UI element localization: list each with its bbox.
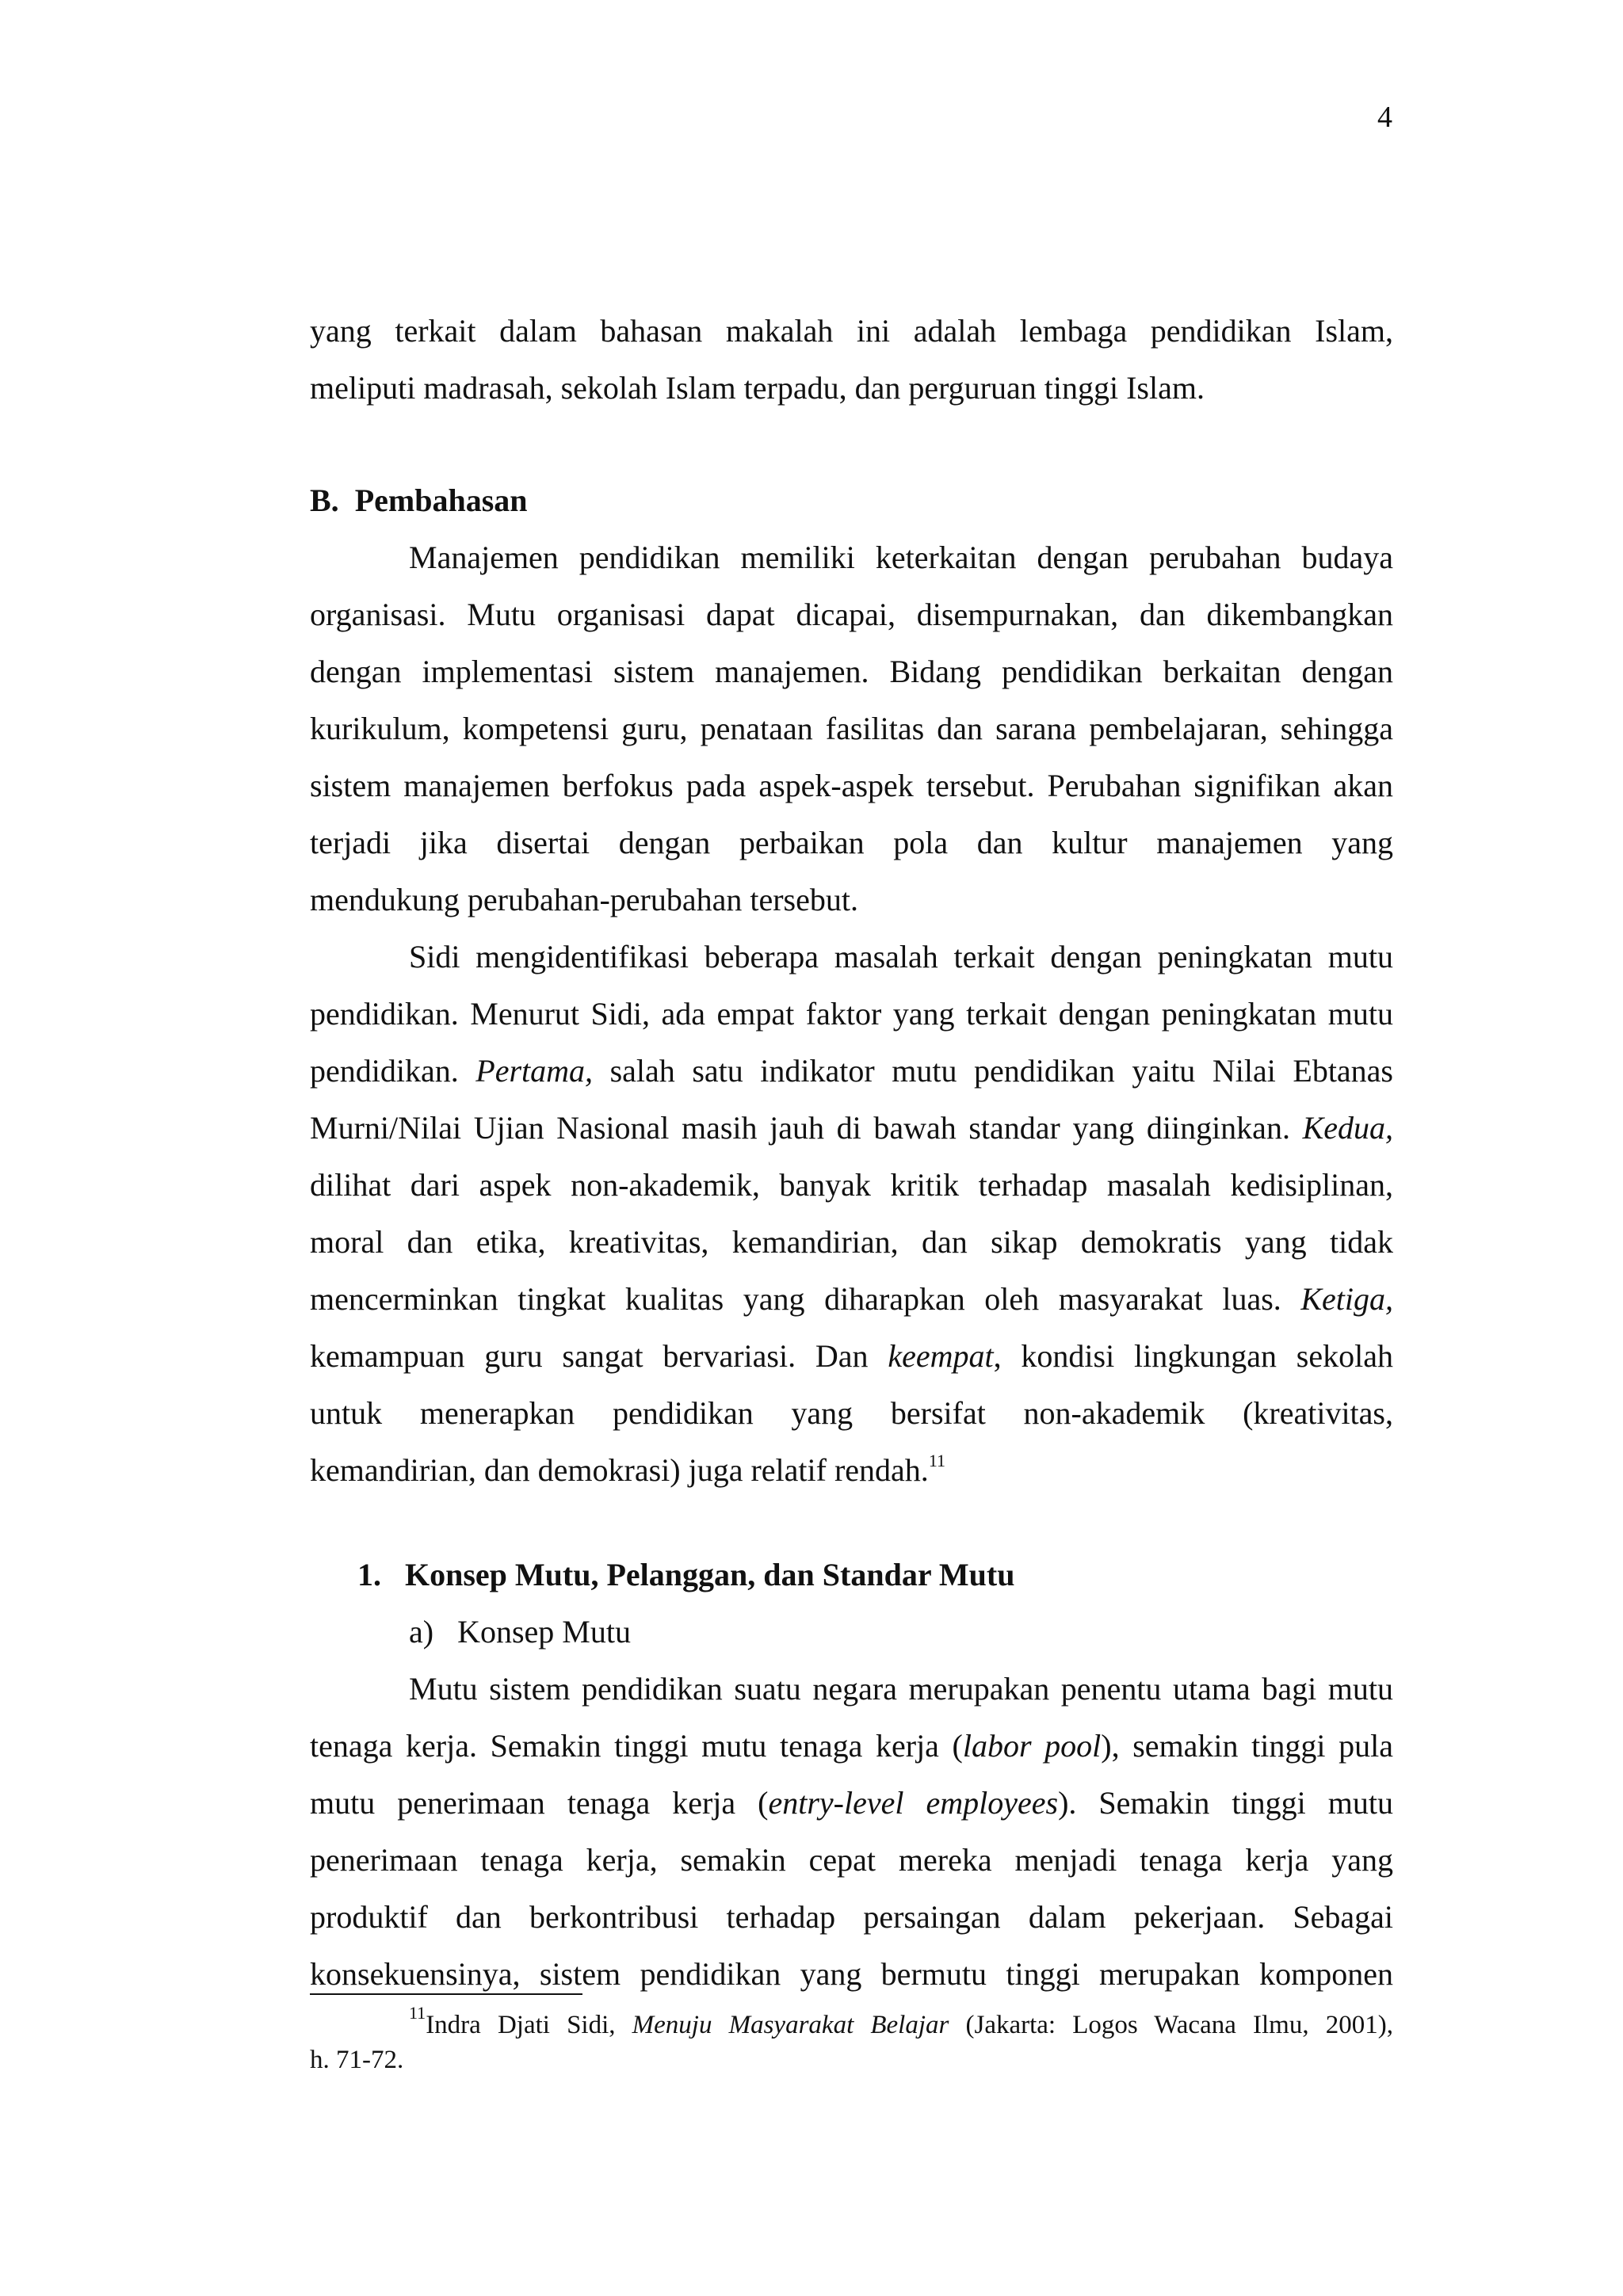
paragraph-2-line-4: [310, 1109, 1393, 1147]
emphasis-pertama: Pertama,: [475, 1053, 594, 1089]
subsection-title: Konsep Mutu, Pelanggan, dan Standar Mutu: [405, 1557, 1015, 1592]
emphasis-kedua: Kedua,: [1302, 1110, 1394, 1146]
text-run: ), semakin tinggi pula: [1101, 1728, 1393, 1764]
emphasis-ketiga: Ketiga,: [1300, 1281, 1394, 1317]
paragraph-3-line-3: [310, 1784, 1393, 1822]
paragraph-3-line-1: Mutu sistem pendidikan suatu negara merupakan penentu utama bagi mutu: [409, 1671, 1393, 1707]
text-run: ). Semakin tinggi mutu: [1058, 1785, 1393, 1821]
emphasis-labor-pool: labor pool: [962, 1728, 1102, 1764]
paragraph-2-line-8: [310, 1337, 1393, 1375]
subsection-heading: [357, 1556, 1441, 1594]
text-run: mutu penerimaan tenaga kerja (: [310, 1785, 769, 1821]
text-run: kemandirian, dan demokrasi) juga relatif rendah.: [310, 1452, 929, 1488]
paragraph-3-line-6: konsekuensinya, sistem pendidikan yang bermutu tinggi merupakan komponen: [310, 1956, 1393, 1992]
paragraph-2-line-1: Sidi mengidentifikasi beberapa masalah terkait dengan peningkatan mutu: [409, 939, 1393, 974]
paragraph-1-line-3: dengan implementasi sistem manajemen. Bidang pendidikan berkaitan dengan: [310, 654, 1393, 689]
paragraph-3-line-5: produktif dan berkontribusi terhadap persaingan dalam pekerjaan. Sebagai: [310, 1899, 1393, 1935]
paragraph-1-line-5: sistem manajemen berfokus pada aspek-aspek tersebut. Perubahan signifikan akan: [310, 768, 1393, 803]
paragraph-2-line-7: [310, 1280, 1393, 1318]
section-title: Pembahasan: [354, 482, 528, 518]
paragraph-1-line-4: kurikulum, kompetensi guru, penataan fasilitas dan sarana pembelajaran, sehingga: [310, 711, 1393, 746]
text-run: pendidikan.: [310, 1053, 459, 1089]
text-run: , kondisi lingkungan sekolah: [993, 1338, 1393, 1374]
item-a-heading: [409, 1613, 1492, 1651]
paragraph-2-line-2: pendidikan. Menurut Sidi, ada empat faktor yang terkait dengan peningkatan mutu: [310, 996, 1393, 1032]
paragraph-2-line-3: [310, 1052, 1393, 1090]
emphasis-keempat: keempat: [888, 1338, 994, 1374]
footnote-line-1: [409, 2003, 1393, 2041]
text-run: Murni/Nilai Ujian Nasional masih jauh di bawah standar yang diinginkan.: [310, 1110, 1290, 1146]
footnote-separator: [310, 1993, 582, 1995]
text-run: mencerminkan tingkat kualitas yang diharapkan oleh masyarakat luas.: [310, 1281, 1281, 1317]
footnote-book-title: Menuju Masyarakat Belajar: [632, 2011, 949, 2039]
item-a-title: Konsep Mutu: [457, 1614, 631, 1650]
paragraph-2-line-9: untuk menerapkan pendidikan yang bersifat non-akademik (kreativitas,: [310, 1395, 1393, 1431]
paragraph-2-line-6: moral dan etika, kreativitas, kemandirian, dan sikap demokratis yang tidak: [310, 1224, 1393, 1260]
page-number: 4: [1377, 101, 1392, 134]
paragraph-1-line-2: organisasi. Mutu organisasi dapat dicapai, disempurnakan, dan dikembangkan: [310, 597, 1393, 632]
paragraph-2-line-5: dilihat dari aspek non-akademik, banyak kritik terhadap masalah kedisiplinan,: [310, 1167, 1393, 1203]
paragraph-2-line-10: [310, 1451, 1393, 1489]
paragraph-1-line-7: mendukung perubahan-perubahan tersebut.: [310, 882, 858, 917]
footnote-reference[interactable]: 11: [928, 1451, 945, 1470]
footnote-author: Indra Djati Sidi,: [426, 2011, 616, 2039]
footnote-line-2: h. 71-72.: [310, 2046, 404, 2074]
text-run: tenaga kerja. Semakin tinggi mutu tenaga kerja (: [310, 1728, 963, 1764]
intro-line-2: meliputi madrasah, sekolah Islam terpadu, dan perguruan tinggi Islam.: [310, 370, 1205, 406]
emphasis-entry-level: entry-level employees: [768, 1785, 1059, 1821]
text-run: kemampuan guru sangat bervariasi. Dan: [310, 1338, 869, 1374]
paragraph-3-line-4: penerimaan tenaga kerja, semakin cepat mereka menjadi tenaga kerja yang: [310, 1842, 1393, 1878]
section-heading: [310, 482, 1393, 520]
section-letter: B.: [310, 482, 339, 518]
paragraph-3-line-2: [310, 1727, 1393, 1765]
subsection-number: 1.: [357, 1557, 381, 1592]
intro-line-1: yang terkait dalam bahasan makalah ini adalah lembaga pendidikan Islam,: [310, 313, 1393, 349]
paragraph-1-line-6: terjadi jika disertai dengan perbaikan pola dan kultur manajemen yang: [310, 825, 1393, 860]
item-a-label: a): [409, 1614, 434, 1650]
paragraph-1-line-1: Manajemen pendidikan memiliki keterkaitan dengan perubahan budaya: [409, 540, 1393, 575]
footnote-number: 11: [409, 2003, 426, 2023]
text-run: salah satu indikator mutu pendidikan yaitu Nilai Ebtanas: [609, 1053, 1393, 1089]
footnote-publisher: (Jakarta: Logos Wacana Ilmu, 2001),: [965, 2011, 1393, 2039]
